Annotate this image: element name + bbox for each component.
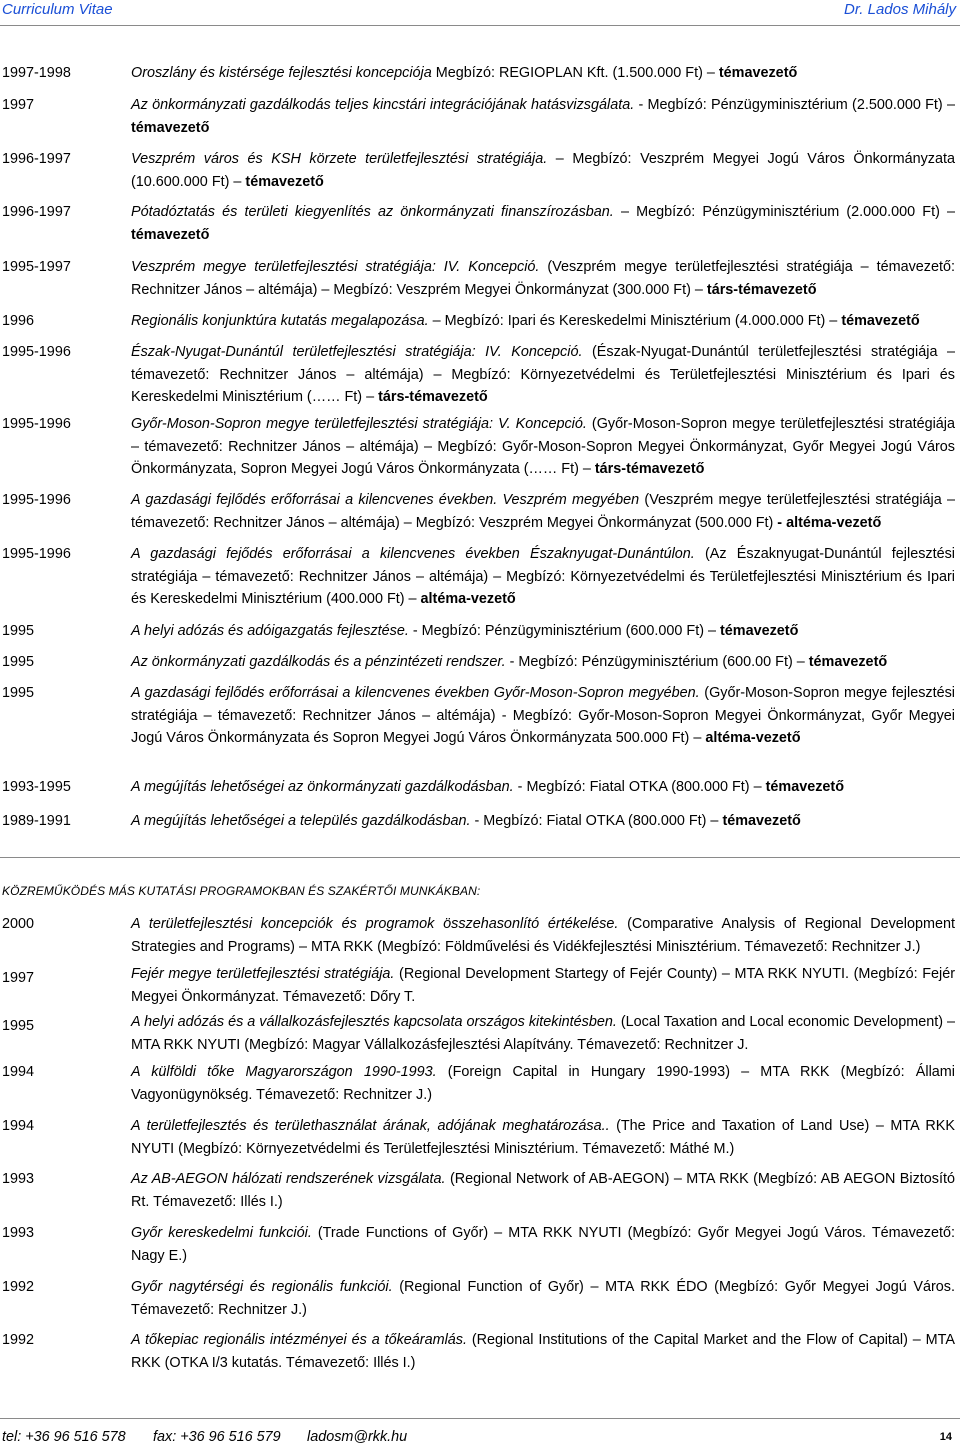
- entry-year: 1995-1996: [2, 416, 71, 432]
- section-divider: [0, 857, 960, 858]
- entry-text: Veszprém város és KSH körzete területfejlesztési stratégiája. – Megbízó: Veszprém Megyei Jogú Város Önkormányzata (10.600.000 Ft) – témavezető: [131, 151, 955, 190]
- entry-year: 1993: [2, 1171, 35, 1187]
- entry-year: 1995-1997: [2, 259, 71, 275]
- entry-text: A megújítás lehetőségei a település gazdálkodásban. - Megbízó: Fiatal OTKA (800.000 Ft) – témavezető: [131, 813, 801, 829]
- entry-text: Pótadóztatás és területi kiegyenlítés az önkormányzati finanszírozásban. – Megbízó: Pénzügyminisztérium (2.000.000 Ft) – témavezető: [131, 204, 956, 243]
- entry-year: 1995: [2, 685, 35, 701]
- entry-text: A gazdasági fejlődés erőforrásai a kilencvenes években Győr-Moson-Sopron megyében. (Győr-Moson-Sopron megye fejlesztési stratégiája – témavezető: Rechnitzer János – altémája) - Megbízó: Győr-Moson-Sopron Megyei Önkormányzat, Győr Megyei Jogú Város Önkormányzata és Sopron Megyei Jogú Város Önkormányzata 500.000 Ft) – altéma-vezető: [131, 685, 955, 746]
- entry-year: 1995: [2, 1018, 35, 1034]
- entry-year: 2000: [2, 916, 35, 932]
- entry-text: A tőkepiac regionális intézményei és a tőkeáramlás. (Regional Institutions of the Capital Market and the Flow of Capital) – MTA RKK (OTKA I/3 kutatás. Témavezető: Illés I.): [131, 1332, 955, 1371]
- footer-email: ladosm@rkk.hu: [307, 1429, 408, 1445]
- entry-text: Veszprém megye területfejlesztési stratégiája: IV. Koncepció. (Veszprém megye területfejlesztési stratégiája – témavezető: Rechnitzer János – altémája) – Megbízó: Veszprém Megyei Önkormányzat (300.000 Ft) – társ-témavezető: [131, 259, 955, 298]
- entry-year: 1993-1995: [2, 779, 71, 795]
- entry-text: Fejér megye területfejlesztési stratégiája. (Regional Development Startegy of Fejér County) – MTA RKK NYUTI. (Megbízó: Fejér Megyei Önkormányzat. Témavezető: Dőry T.: [131, 966, 955, 1005]
- footer-tel: tel: +36 96 516 578: [2, 1429, 126, 1445]
- entry-year: 1995: [2, 623, 35, 639]
- entry-text: Győr-Moson-Sopron megye területfejlesztési stratégiája: V. Koncepció. (Győr-Moson-Sopron megye területfejlesztési stratégiája – témavezető: Rechnitzer János – altémája) – Megbízó: Győr-Moson-Sopron Megyei Önkormányzat, Győr Megyei Jogú Város Önkormányzata, Sopron Megyei Jogú Város Önkormányzata (…… Ft) – társ-témavezető: [131, 416, 956, 477]
- entry-year: 1997: [2, 97, 35, 113]
- entry-year: 1996-1997: [2, 204, 71, 220]
- footer-fax: fax: +36 96 516 579: [153, 1429, 281, 1445]
- header-author: Dr. Lados Mihály: [844, 1, 956, 18]
- entry-year: 1995-1996: [2, 344, 71, 360]
- header-divider: [0, 25, 960, 26]
- section-title: KÖZREMŰKÖDÉS MÁS KUTATÁSI PROGRAMOKBAN ÉS SZAKÉRTŐI MUNKÁKBAN:: [2, 884, 481, 898]
- entry-year: 1992: [2, 1279, 35, 1295]
- entry-text: A gazdasági fejlődés erőforrásai a kilencvenes években. Veszprém megyében (Veszprém megye területfejlesztési stratégiája – témavezető: Rechnitzer János – altémája) – Megbízó: Veszprém Megyei Önkormányzat (500.000 Ft) - altéma-vezető: [131, 492, 956, 531]
- entry-text: Regionális konjunktúra kutatás megalapozása. – Megbízó: Ipari és Kereskedelmi Minisztérium (4.000.000 Ft) – témavezető: [131, 313, 920, 329]
- entry-year: 1995: [2, 654, 35, 670]
- entry-text: Győr kereskedelmi funkciói. (Trade Functions of Győr) – MTA RKK NYUTI (Megbízó: Győr Megyei Jogú Város. Témavezető: Nagy E.): [131, 1225, 955, 1264]
- entry-text: A gazdasági fejődés erőforrásai a kilencvenes években Északnyugat-Dunántúlon. (Az Északnyugat-Dunántúl fejlesztési stratégiája – témavezető: Rechnitzer János – altémája) – Megbízó: Környezetvédelmi és Területfejlesztési Minisztérium és Ipari és Kereskedelmi Minisztérium (400.000 Ft) – altéma-vezető: [131, 546, 955, 607]
- entry-year: 1995-1996: [2, 492, 71, 508]
- entry-year: 1996-1997: [2, 151, 71, 167]
- entry-text: A külföldi tőke Magyarországon 1990-1993. (Foreign Capital in Hungary 1990-1993) – MTA RKK (Megbízó: Állami Vagyonügynökség. Témavezető: Rechnitzer J.): [131, 1064, 955, 1103]
- entry-year: 1989-1991: [2, 813, 71, 829]
- entry-year: 1994: [2, 1064, 35, 1080]
- entry-text: Oroszlány és kistérsége fejlesztési koncepciója Megbízó: REGIOPLAN Kft. (1.500.000 Ft) – témavezető: [131, 65, 798, 81]
- entry-text: A megújítás lehetőségei az önkormányzati gazdálkodásban. - Megbízó: Fiatal OTKA (800.000 Ft) – témavezető: [131, 779, 844, 795]
- entry-text: A területfejlesztés és területhasználat árának, adójának meghatározása.. (The Price and Taxation of Land Use) – MTA RKK NYUTI (Megbízó: Környezetvédelmi és Területfejlesztési Minisztérium. Témavezető: Máthé M.): [131, 1118, 956, 1157]
- entry-text: Észak-Nyugat-Dunántúl területfejlesztési stratégiája: IV. Koncepció. (Észak-Nyugat-Dunántúl területfejlesztési stratégiája – témavezető: Rechnitzer János – altémája) – Megbízó: Környezetvédelmi és Területfejlesztési Minisztérium és Ipari és Kereskedelmi Minisztérium (…… Ft) – társ-témavezető: [131, 344, 955, 405]
- entry-text: Győr nagytérségi és regionális funkciói. (Regional Function of Győr) – MTA RKK ÉDO (Megbízó: Győr Megyei Jogú Város. Témavezető: Rechnitzer J.): [131, 1279, 955, 1318]
- entry-text: Az AB-AEGON hálózati rendszerének vizsgálata. (Regional Network of AB-AEGON) – MTA RKK (Megbízó: AB AEGON Biztosító Rt. Témavezető: Illés I.): [131, 1171, 955, 1210]
- entry-text: A helyi adózás és adóigazgatás fejlesztése. - Megbízó: Pénzügyminisztérium (600.000 Ft) – témavezető: [131, 623, 799, 639]
- entry-text: A területfejlesztési koncepciók és programok összehasonlító értékelése. (Comparative Analysis of Regional Development Strategies and Programs) – MTA RKK (Megbízó: Földművelési és Vidékfejlesztési Minisztérium. Témavezető: Rechnitzer J.): [131, 916, 956, 955]
- entry-year: 1996: [2, 313, 35, 329]
- entry-year: 1992: [2, 1332, 35, 1348]
- entry-text: Az önkormányzati gazdálkodás teljes kincstári integrációjának hatásvizsgálata. - Megbízó: Pénzügyminisztérium (2.500.000 Ft) – témavezető: [131, 97, 955, 136]
- page-number: 14: [939, 1431, 952, 1443]
- entry-text: Az önkormányzati gazdálkodás és a pénzintézeti rendszer. - Megbízó: Pénzügyminisztérium (600.00 Ft) – témavezető: [131, 654, 888, 670]
- entry-text: A helyi adózás és a vállalkozásfejlesztés kapcsolata országos kitekintésben. (Local Taxation and Local economic Development) – MTA RKK NYUTI (Megbízó: Magyar Vállalkozásfejlesztési Alapítvány. Témavezető: Rechnitzer J.: [131, 1014, 956, 1053]
- entry-year: 1997: [2, 970, 35, 986]
- entry-year: 1995-1996: [2, 546, 71, 562]
- page-header: [0, 0, 960, 24]
- footer-divider: [0, 1418, 960, 1419]
- header-title: Curriculum Vitae: [2, 1, 113, 18]
- entry-year: 1994: [2, 1118, 35, 1134]
- entry-year: 1993: [2, 1225, 35, 1241]
- entry-year: 1997-1998: [2, 65, 71, 81]
